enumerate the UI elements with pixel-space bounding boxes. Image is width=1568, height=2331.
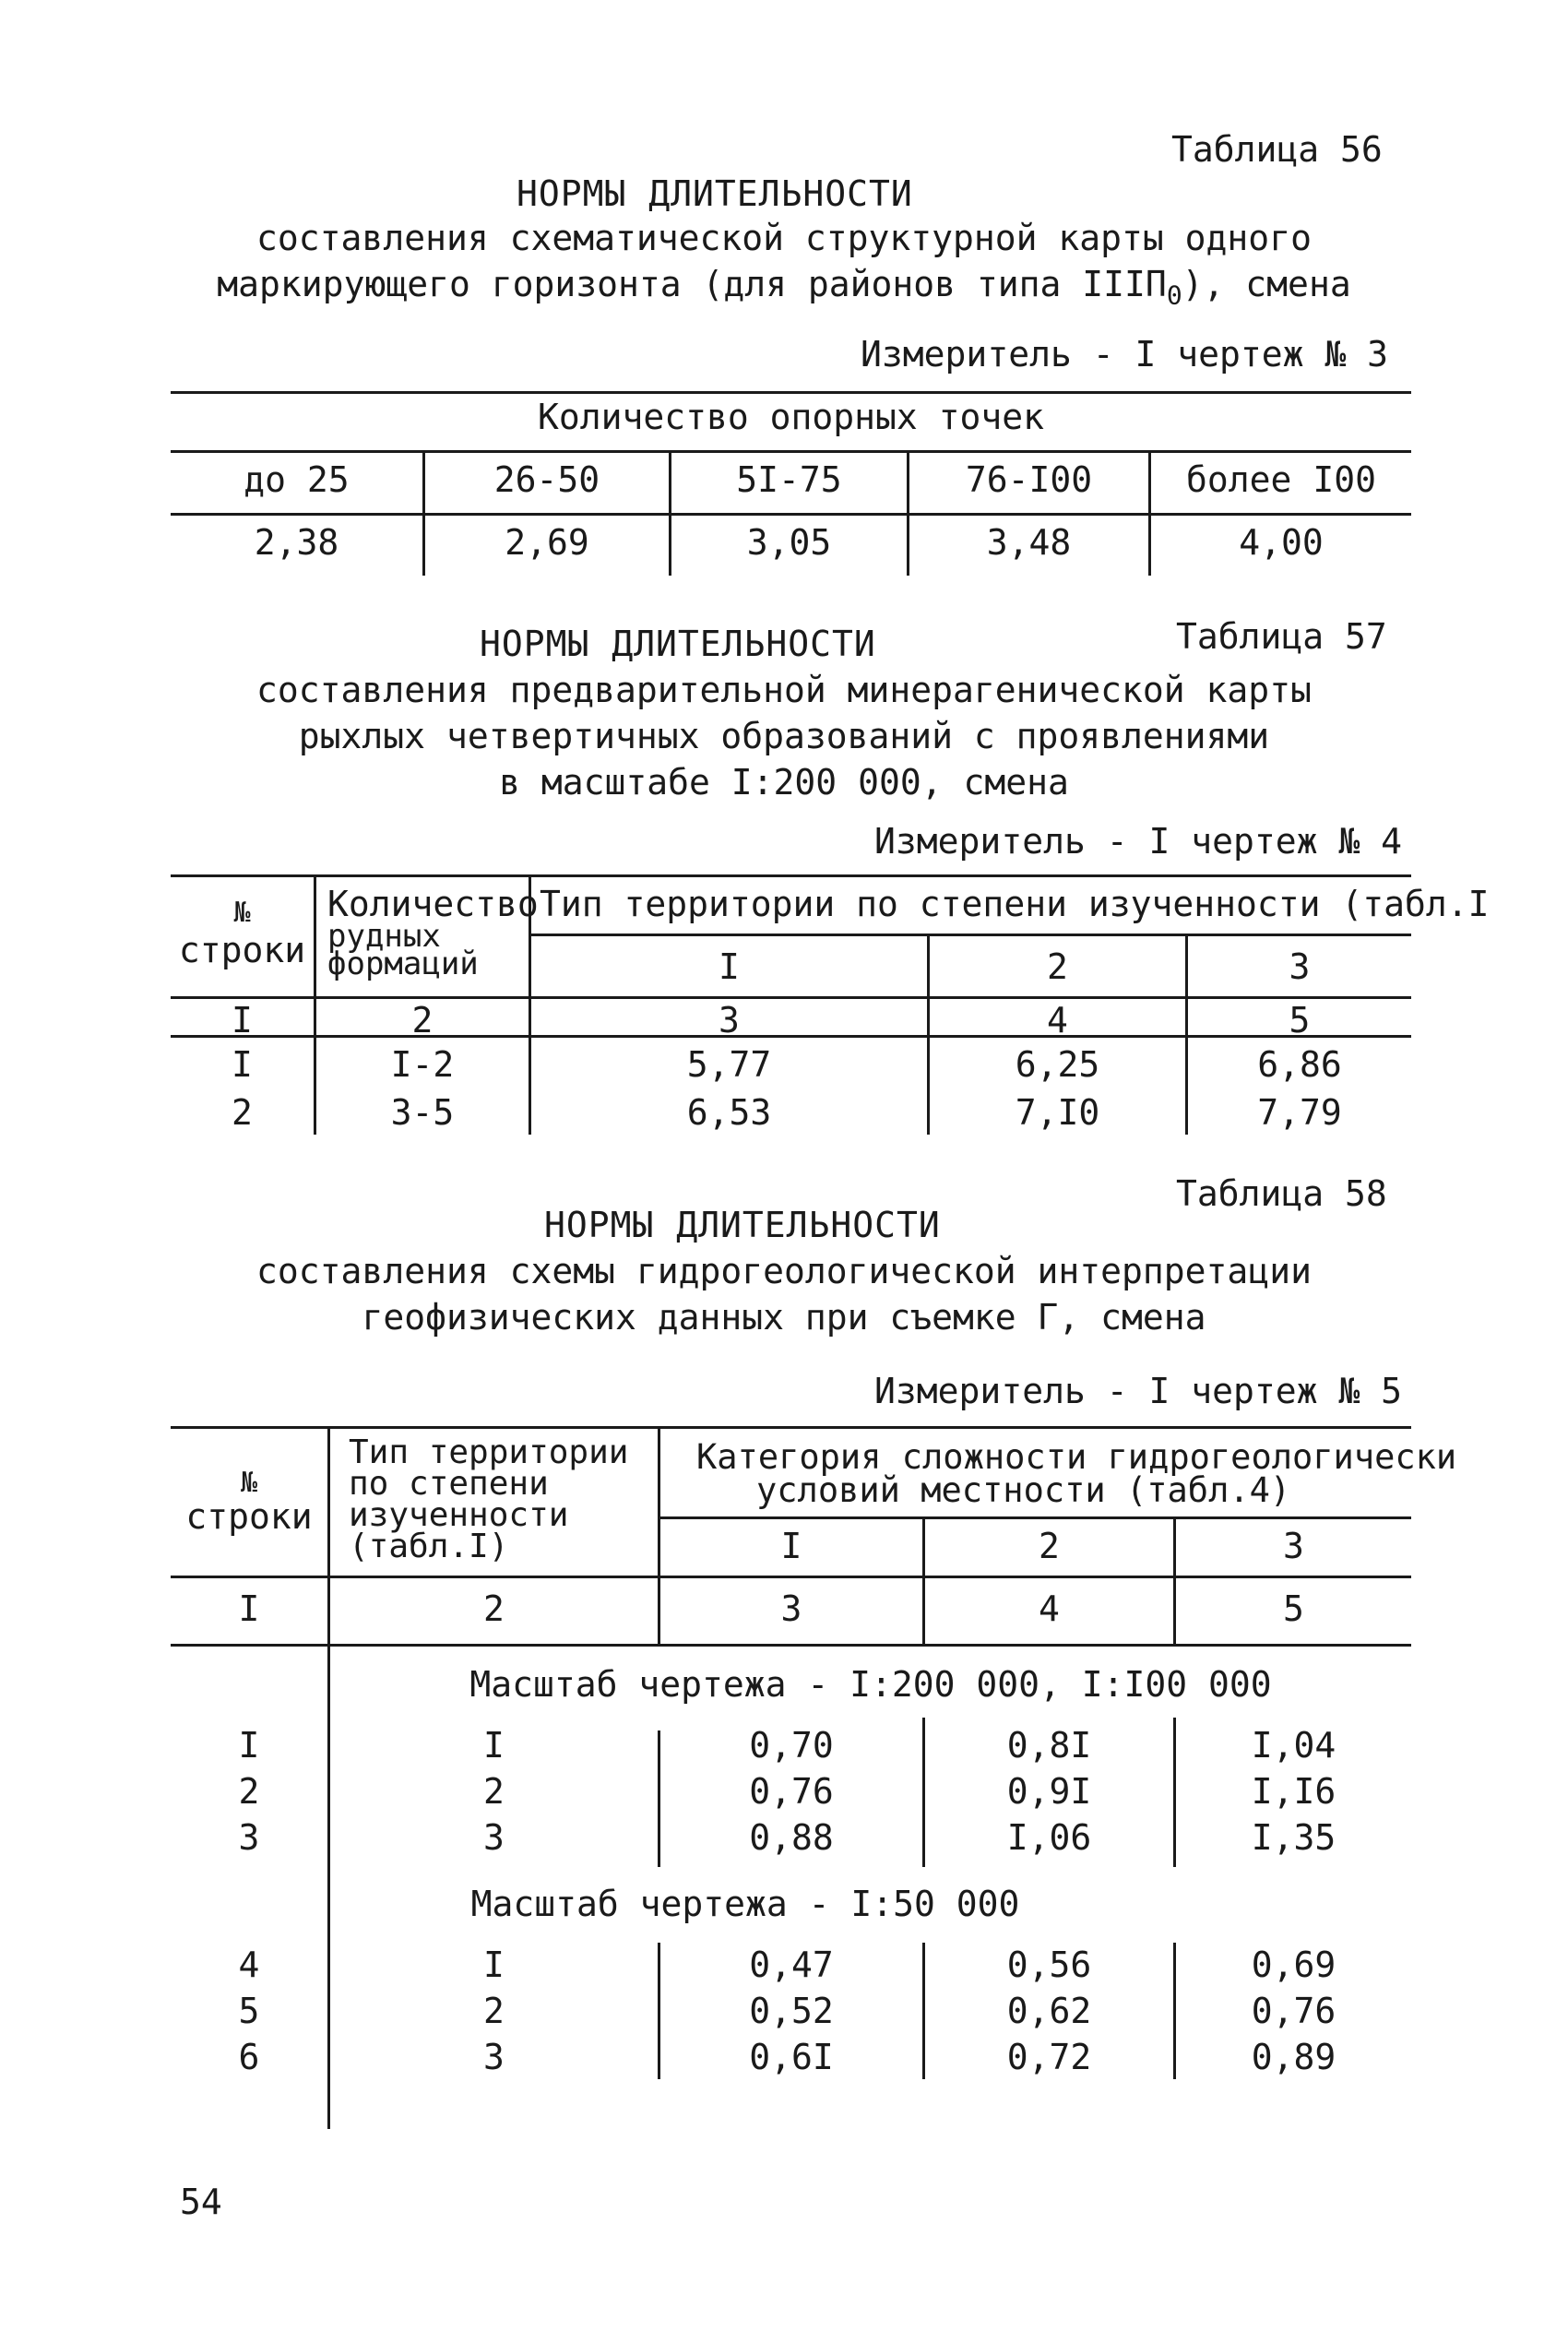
table-58-cell: 4: [238, 1944, 260, 1985]
table-56-top-rule: [171, 391, 1411, 394]
table-57-colnum: 3: [719, 1000, 740, 1041]
table-58-header-type-4: (табл.I): [349, 1528, 509, 1565]
table-58-cell: 0,56: [1006, 1944, 1092, 1985]
table-57-colnum: 4: [1047, 1000, 1068, 1041]
table-58-cell: 0,89: [1251, 2037, 1336, 2077]
table-56-col-header: 5I-75: [736, 459, 842, 500]
table-58-header-no: №: [240, 1467, 258, 1499]
table-56-header-rule: [171, 450, 1411, 453]
table-58-cell: 0,8I: [1006, 1725, 1092, 1766]
table-57-header-no: №: [233, 897, 251, 929]
table-58-top-rule: [171, 1426, 1411, 1429]
table-56-subtitle-1: составления схематической структурной карты одного: [256, 218, 1312, 258]
table-58-header-type: Тип территории: [349, 1433, 629, 1471]
table-58-subtitle-1: составления схемы гидрогеологической интерпретации: [256, 1251, 1312, 1291]
table-56-value: 2,38: [254, 522, 339, 563]
table-56-label: Таблица 56: [1171, 129, 1383, 170]
table-57-header-no-label: строки: [178, 930, 306, 970]
table-58-header-category-2: условий местности (табл.4): [756, 1470, 1291, 1510]
table-57-header-qty-3: формаций: [327, 945, 479, 982]
table-58-cell: 0,72: [1006, 2037, 1092, 2077]
table-58-cell: I,06: [1006, 1817, 1092, 1858]
table-58-cell: 0,76: [749, 1771, 834, 1812]
table-58-colnum: 2: [483, 1588, 505, 1629]
table-56-subtitle-2: [184, 264, 1384, 311]
table-58-subheader-rule: [659, 1516, 1411, 1519]
table-58-unit: Измеритель - I чертеж № 5: [874, 1371, 1402, 1411]
table-58-scale-caption: Масштаб чертежа - I:200 000, I:I00 000: [469, 1664, 1272, 1705]
table-58-colnum: I: [238, 1588, 260, 1629]
table-57-top-rule: [171, 874, 1411, 877]
table-57-subcol: 3: [1289, 946, 1311, 987]
table-58-cell: 3: [483, 1817, 505, 1858]
table-56-unit: Измеритель - I чертеж № 3: [861, 334, 1388, 375]
table-58-cell: 5: [238, 1991, 260, 2031]
table-58-cell: 3: [483, 2037, 505, 2077]
table-58-label: Таблица 58: [1176, 1173, 1387, 1214]
table-57-cell: 6,86: [1257, 1044, 1342, 1085]
table-58-heading: НОРМЫ ДЛИТЕЛЬНОСТИ: [544, 1205, 941, 1245]
table-57-cell: 3-5: [390, 1092, 455, 1133]
table-56-value: 3,05: [746, 522, 832, 563]
table-58-cell: 0,76: [1251, 1991, 1336, 2031]
table-57-cell: I-2: [390, 1044, 455, 1085]
table-56-subtitle-2a: маркирующего горизонта (для районов типа IIIП: [217, 264, 1167, 304]
table-57-subtitle-2: рыхлых четвертичных образований с проявлениями: [298, 716, 1270, 756]
table-56-value: 2,69: [505, 522, 589, 563]
table-58-header-category: Категория сложности гидрогеологически: [696, 1437, 1457, 1477]
table-57-header-rule: [171, 996, 1411, 999]
table-56-col-header: более I00: [1186, 459, 1376, 500]
table-57-subheader-rule: [530, 934, 1411, 936]
table-58-cell: 3: [238, 1817, 260, 1858]
table-58-header-no-label: строки: [185, 1496, 313, 1537]
table-57-cell: 5,77: [686, 1044, 772, 1085]
table-58-colnum-rule: [171, 1644, 1411, 1647]
table-58-cell: I,04: [1251, 1725, 1336, 1766]
table-57-subtitle-1: составления предварительной минерагенической карты: [256, 670, 1312, 710]
table-58-cell: 0,52: [749, 1991, 834, 2031]
table-58-subtitle-2: геофизических данных при съемке Г, смена: [362, 1297, 1206, 1338]
table-57-colnum: 5: [1289, 1000, 1311, 1041]
table-57-header-qty: Количество: [327, 884, 539, 924]
table-57-colnum: I: [232, 1000, 253, 1041]
table-57-label: Таблица 57: [1176, 616, 1387, 657]
table-57-header-type: Тип территории по степени изученности (табл.I: [540, 884, 1490, 924]
table-57-cell: 6,25: [1015, 1044, 1100, 1085]
table-56-heading: НОРМЫ ДЛИТЕЛЬНОСТИ: [517, 173, 913, 214]
table-57-subcol: 2: [1047, 946, 1068, 987]
table-58-cell: 2: [238, 1771, 260, 1812]
table-56-col-header: до 25: [244, 459, 350, 500]
table-58-cell: 2: [483, 1771, 505, 1812]
table-58-cell: I,I6: [1251, 1771, 1336, 1812]
table-58-colnum: 3: [780, 1588, 802, 1629]
table-56-col-header: 76-I00: [965, 459, 1093, 500]
table-58-subcol: 2: [1039, 1526, 1060, 1566]
table-58-subcol: 3: [1283, 1526, 1304, 1566]
table-58-cell: I: [483, 1944, 505, 1985]
table-57-cell: 7,79: [1257, 1092, 1342, 1133]
table-56-group-header: Количество опорных точек: [537, 397, 1045, 437]
table-58-colnum: 5: [1283, 1588, 1304, 1629]
table-58-cell: I: [483, 1725, 505, 1766]
table-58-header-rule: [171, 1576, 1411, 1578]
table-56-value: 4,00: [1239, 522, 1324, 563]
table-56-value: 3,48: [986, 522, 1072, 563]
table-58-cell: 0,47: [749, 1944, 834, 1985]
table-57-cell: I: [232, 1044, 253, 1085]
table-58-header-type-2: по степени: [349, 1465, 549, 1503]
table-57-cell: 2: [232, 1092, 253, 1133]
table-58-cell: 0,9I: [1006, 1771, 1092, 1812]
page-number: 54: [180, 2182, 222, 2222]
table-56-col-header: 26-50: [493, 459, 600, 500]
table-58-scale-caption: Масштаб чертежа - I:50 000: [470, 1884, 1020, 1924]
table-58-cell: 0,62: [1006, 1991, 1092, 2031]
table-57-subcol: I: [719, 946, 740, 987]
table-56-subscript: 0: [1166, 279, 1182, 311]
table-58-cell: 6: [238, 2037, 260, 2077]
table-57-unit: Измеритель - I чертеж № 4: [874, 821, 1402, 862]
table-56-subtitle-2b: ), смена: [1182, 264, 1351, 304]
table-57-header-qty-2: рудных: [327, 918, 441, 955]
table-56-mid-rule: [171, 513, 1411, 516]
table-58-colnum: 4: [1039, 1588, 1060, 1629]
table-58-cell: 0,88: [749, 1817, 834, 1858]
table-58-header-type-3: изученности: [349, 1496, 569, 1534]
table-58-cell: 2: [483, 1991, 505, 2031]
table-57-heading: НОРМЫ ДЛИТЕЛЬНОСТИ: [480, 624, 876, 664]
table-58-cell: I: [238, 1725, 260, 1766]
table-57-cell: 7,I0: [1015, 1092, 1100, 1133]
table-57-cell: 6,53: [686, 1092, 772, 1133]
table-58-cell: 0,69: [1251, 1944, 1336, 1985]
table-58-cell: I,35: [1251, 1817, 1336, 1858]
table-58-cell: 0,70: [749, 1725, 834, 1766]
table-57-subtitle-3: в масштабе I:200 000, смена: [499, 762, 1069, 803]
table-57-colnum: 2: [411, 1000, 434, 1041]
table-58-cell: 0,6I: [749, 2037, 834, 2077]
table-58-subcol: I: [780, 1526, 802, 1566]
